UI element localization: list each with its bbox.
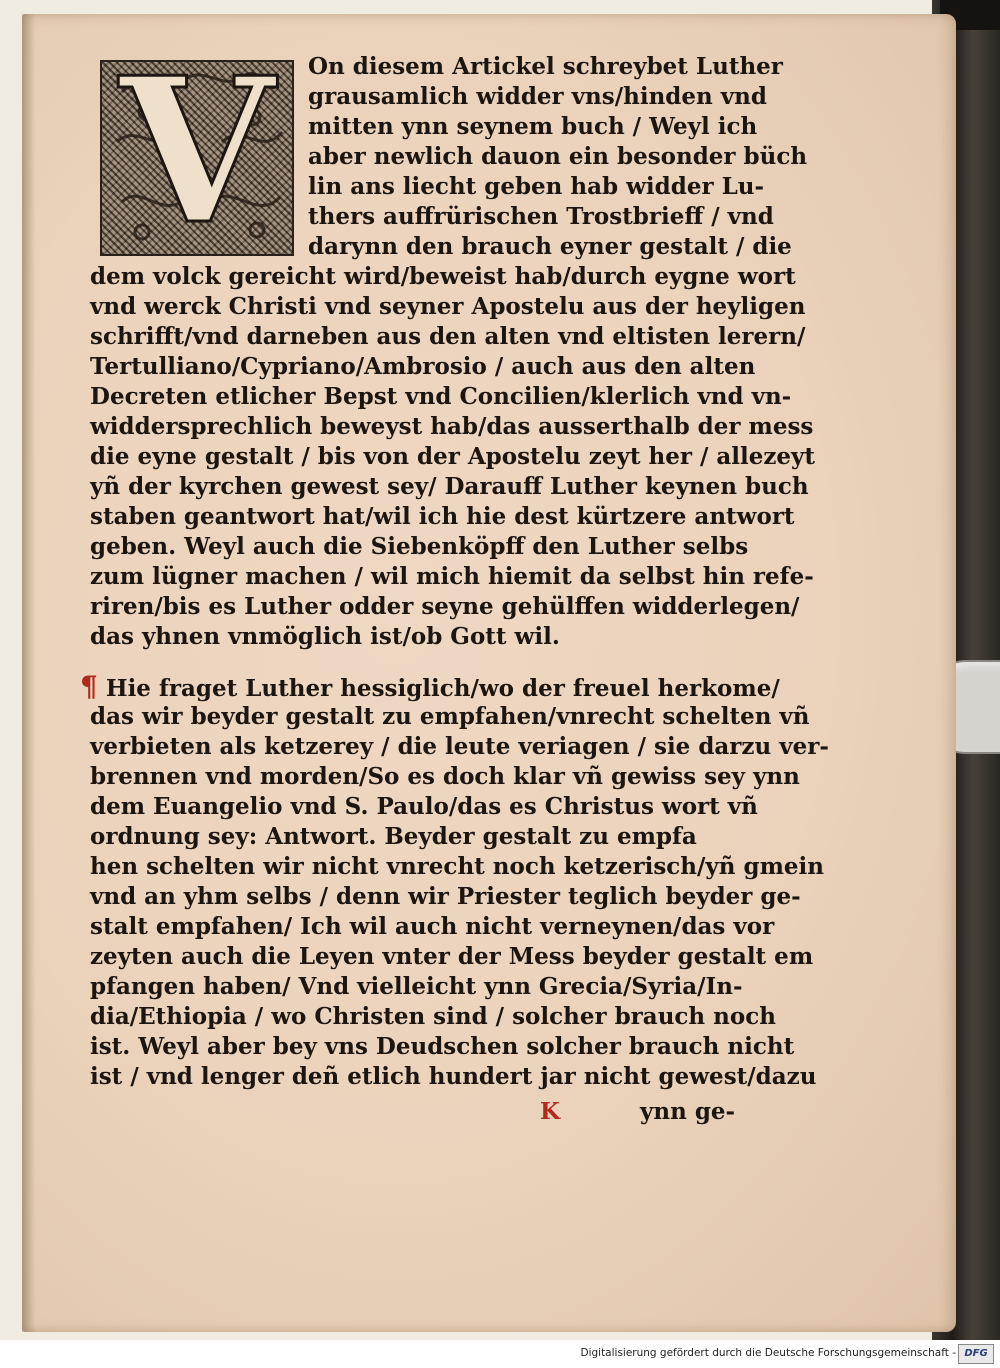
text-line [308,52,783,82]
text-line-content: pfangen haben/ Vnd vielleicht ynn Grecia/Syria/In- [90,973,743,1000]
text-line [90,1032,794,1062]
dfg-logo-icon: DFG [958,1344,994,1364]
text-line [90,322,805,352]
text-line [308,202,774,232]
text-line-content: riren/bis es Luther odder seyne gehülffen widderlegen/ [90,593,800,620]
text-line-content: On diesem Artickel schreybet Luther [308,53,783,80]
pilcrow-icon: ¶ [80,670,98,703]
text-line [308,232,792,262]
footer-bar [0,1340,1000,1368]
text-line [90,792,758,822]
text-line-content: yñ der kyrchen gewest sey/ Darauff Luther keynen buch [90,473,809,500]
text-line-content: grausamlich widder vns/hinden vnd [308,83,767,110]
text-line-content: Decreten etlicher Bepst vnd Concilien/klerlich vnd vn- [90,383,792,410]
text-line-content: das yhnen vnmöglich ist/ob Gott wil. [90,623,560,650]
catchword-text: ynn ge- [640,1098,736,1125]
text-line-content: geben. Weyl auch die Siebenköpff den Luther selbs [90,533,749,560]
text-line-content: thers auffrürischen Trostbrieff / vnd [308,203,774,230]
text-line-content: widdersprechlich beweyst hab/das ausserthalb der mess [90,413,814,440]
text-line-content: vnd an yhm selbs / denn wir Priester teglich beyder ge- [90,883,801,910]
text-line-content: das wir beyder gestalt zu empfahen/vnrecht schelten vñ [90,703,810,730]
decorated-initial [100,60,294,256]
text-line [308,172,764,202]
text-line [90,592,799,622]
text-line [90,412,813,442]
text-line-content: ist. Weyl aber bey vns Deudschen solcher brauch nicht [90,1033,795,1060]
text-line [308,142,807,172]
text-line [90,472,809,502]
text-line [90,292,805,322]
text-line [90,502,795,532]
signature-mark [540,1097,560,1127]
text-line-content: brennen vnd morden/So es doch klar vñ gewiss sey ynn [90,763,800,790]
text-line-content: dem volck gereicht wird/beweist hab/durch eygne wort [90,263,796,290]
text-line-content: staben geantwort hat/wil ich hie dest kürtzere antwort [90,503,795,530]
text-line-content: ist / vnd lenger deñ etlich hundert jar nicht gewest/dazu [90,1063,817,1090]
text-line [90,262,796,292]
text-line-content: stalt empfahen/ Ich wil auch nicht verneynen/das vor [90,913,775,940]
text-line [90,852,824,882]
text-line [90,442,815,472]
signature-letter: K [540,1098,560,1125]
catchword [640,1097,735,1127]
text-line [80,672,780,702]
text-line-content: aber newlich dauon ein besonder büch [308,143,808,170]
text-line [90,912,774,942]
text-line-content: lin ans liecht geben hab widder Lu- [308,173,765,200]
text-line-content: dia/Ethiopia / wo Christen sind / solcher brauch noch [90,1003,776,1030]
text-line [90,1062,816,1092]
text-line [90,382,791,412]
text-line [90,702,810,732]
text-line [90,822,697,852]
text-line-content: mitten ynn seynem buch / Weyl ich [308,113,758,140]
footer-credit: Digitalisierung gefördert durch die Deutsche Forschungsgemeinschaft - [580,1347,956,1359]
text-line-content: zeyten auch die Leyen vnter der Mess beyder gestalt em [90,943,814,970]
text-line [90,532,748,562]
text-line-content: die eyne gestalt / bis von der Apostelu zeyt her / allezeyt [90,443,816,470]
page-gutter-shadow [22,14,36,1332]
text-line-content: verbieten als ketzerey / die leute veriagen / sie darzu ver- [90,733,829,760]
text-line-content: zum lügner machen / wil mich hiemit da selbst hin refe- [90,563,814,590]
text-line [308,112,757,142]
text-line [90,972,743,1002]
initial-letter: V [119,60,275,256]
text-line [90,562,814,592]
text-line [90,762,800,792]
text-line [90,732,829,762]
text-line-content: vnd werck Christi vnd seyner Apostelu aus der heyligen [90,293,806,320]
text-line-content: Tertulliano/Cypriano/Ambrosio / auch aus den alten [90,353,756,380]
text-line [90,942,813,972]
text-line-content: darynn den brauch eyner gestalt / die [308,233,792,260]
text-line [90,622,560,652]
text-line-content: dem Euangelio vnd S. Paulo/das es Christus wort vñ [90,793,758,820]
text-line [90,1002,776,1032]
text-line [90,352,755,382]
text-line-content: Hie fraget Luther hessiglich/wo der freuel herkome/ [105,675,780,702]
text-line-content: ordnung sey: Antwort. Beyder gestalt zu empfa [90,823,697,850]
text-line [308,82,767,112]
text-line-content: schrifft/vnd darneben aus den alten vnd eltisten lerern/ [90,323,806,350]
text-line [90,882,801,912]
text-line-content: hen schelten wir nicht vnrecht noch ketzerisch/yñ gmein [90,853,825,880]
